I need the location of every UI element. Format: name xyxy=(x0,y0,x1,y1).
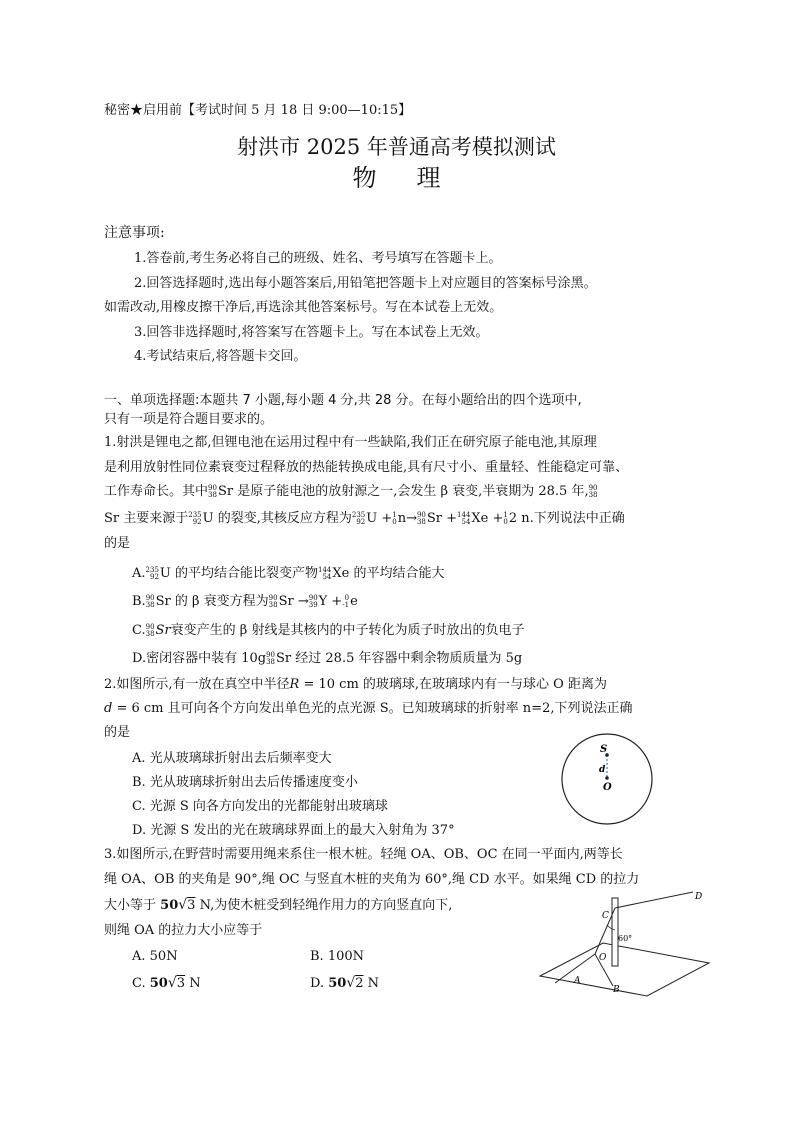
q2-stem: 2.如图所示,有一放在真空中半径R = 10 cm 的玻璃球,在玻璃球内有一与球心 O 距离为 xyxy=(104,677,607,692)
q1-equation-line: Sr 主要来源于 235 92 U 的裂变,其核反应方程为 235 92 U + 1 0 n→ 90 38 Sr + 144 54 Xe + 1 0 2 n.下列说法中正确 xyxy=(104,510,625,526)
label-o: O xyxy=(603,782,612,793)
nuclide-u: 235 92 xyxy=(351,510,366,526)
nuclide-y: 90 39 xyxy=(308,593,318,609)
exam-title: 射洪市 2025 年普通高考模拟测试 xyxy=(237,135,556,159)
label-angle: 60° xyxy=(618,934,633,943)
label-b: B xyxy=(613,985,620,995)
nuclide-e: 0 -1 xyxy=(342,593,350,609)
q1-option-a: A. 235 92 U 的平均结合能比裂变产物 144 54 Xe 的平均结合能大 xyxy=(132,565,445,581)
label-d: D xyxy=(695,892,703,902)
nuclide-u: 235 92 xyxy=(145,565,159,581)
q2-option-d: D. 光源 S 发出的光在玻璃球界面上的最大入射角为 37° xyxy=(132,823,455,838)
nuclide-u: 235 92 xyxy=(188,510,202,526)
q3-stem: 3.如图所示,在野营时需要用绳来系住一根木桩。轻绳 OA、OB、OC 在同一平面内,两等长 xyxy=(104,847,623,862)
note-item: 2.回答选择题时,选出每小题答案后,用铅笔把答题卡上对应题目的答案标号涂黑。 xyxy=(134,276,597,291)
nuclide-sr: 90 38 xyxy=(145,593,155,609)
sphere-center-point xyxy=(605,776,609,780)
nuclide-sr: 90 38 xyxy=(268,593,278,609)
subject-title: 物理 xyxy=(352,164,481,192)
label-s: S xyxy=(600,744,608,755)
q3-stem: 绳 OA、OB 的夹角是 90°,绳 OC 与竖直木桩的夹角为 60°,绳 CD 水平。如果绳 CD 的拉力 xyxy=(104,872,640,887)
q3-option-b: B. 100N xyxy=(310,949,365,964)
q2-stem: d = 6 cm 且可向各个方向发出单色光的点光源 S。已知玻璃球的折射率 n=2,下列说法正确 xyxy=(104,701,633,716)
q3-option-a: A. 50N xyxy=(132,949,178,964)
q3-option-d: D. 50√2 N xyxy=(310,975,380,991)
nuclide-xe: 144 54 xyxy=(318,565,332,581)
label-d: d xyxy=(599,765,606,775)
nuclide-sr: 90 38 xyxy=(208,483,217,499)
q2-option-c: C. 光源 S 向各方向发出的光都能射出玻璃球 xyxy=(132,799,388,814)
label-a: A xyxy=(574,976,581,986)
q2-option-a: A. 光从玻璃球折射出去后频率变大 xyxy=(132,751,332,766)
q1-stem: 1.射洪是锂电之都,但锂电池在运用过程中有一些缺陷,我们正在研究原子能电池,其原理 xyxy=(104,435,597,450)
ground-plane xyxy=(540,943,709,996)
glass-sphere-figure xyxy=(558,730,658,830)
note-item: 3.回答非选择题时,将答案写在答题卡上。写在本试卷上无效。 xyxy=(134,325,489,340)
note-item: 如需改动,用橡皮擦干净后,再选涂其他答案标号。写在本试卷上无效。 xyxy=(104,300,503,315)
q3-option-c: C. 50√3 N xyxy=(132,975,201,991)
note-item: 1.答卷前,考生务必将自己的班级、姓名、考号填写在答题卡上。 xyxy=(134,251,502,266)
label-o: O xyxy=(599,953,607,963)
q1-option-d: D.密闭容器中装有 10g 90 38 Sr 经过 28.5 年容器中剩余物质质量为 5g xyxy=(132,650,523,666)
section-heading-cont: 只有一项是符合题目要求的。 xyxy=(104,412,274,427)
nuclide-sr: 90 38 xyxy=(145,622,155,638)
label-c: C xyxy=(602,911,609,921)
nuclide-n: 1 0 xyxy=(392,510,397,526)
confidential-note: 秘密★启用前【考试时间 5 月 18 日 9:00—10:15】 xyxy=(104,103,412,118)
notes-heading: 注意事项: xyxy=(104,225,165,241)
note-item: 4.考试结束后,将答题卡交回。 xyxy=(134,349,307,364)
rope-cd xyxy=(615,892,693,908)
section-heading: 一、单项选择题:本题共 7 小题,每小题 4 分,共 28 分。在每小题给出的四个选项中, xyxy=(104,393,582,408)
nuclide-n: 1 0 xyxy=(503,510,508,526)
q1-option-c: C. 90 38 Sr衰变产生的 β 射线是其核内的中子转化为质子时放出的负电子 xyxy=(132,622,525,638)
q1-stem: 的是 xyxy=(104,536,131,551)
q3-stem: 大小等于 50√3 N,为使木桩受到轻绳作用力的方向竖直向下, xyxy=(104,897,453,913)
nuclide-sr: 90 38 xyxy=(266,650,276,666)
q1-stem: 是利用放射性同位素衰变过程释放的热能转换成电能,具有尺寸小、重量轻、性能稳定可靠、 xyxy=(104,460,629,475)
nuclide-sr: 90 38 xyxy=(416,510,426,526)
nuclide-sr: 90 38 xyxy=(588,483,598,499)
q3-stem: 则绳 OA 的拉力大小应等于 xyxy=(104,923,263,938)
q1-stem: 工作寿命长。其中 90 38 Sr 是原子能电池的放射源之一,会发生 β 衰变,半衰期为 28.5 年, 90 38 xyxy=(104,483,598,499)
q2-stem: 的是 xyxy=(104,725,131,740)
stake-rope-figure xyxy=(535,888,715,1000)
nuclide-xe: 144 54 xyxy=(457,510,471,526)
q2-option-b: B. 光从玻璃球折射出去后传播速度变小 xyxy=(132,775,358,790)
q1-option-b: B. 90 38 Sr 的 β 衰变方程为 90 38 Sr → 90 39 Y + 0 -1 e xyxy=(132,593,358,609)
